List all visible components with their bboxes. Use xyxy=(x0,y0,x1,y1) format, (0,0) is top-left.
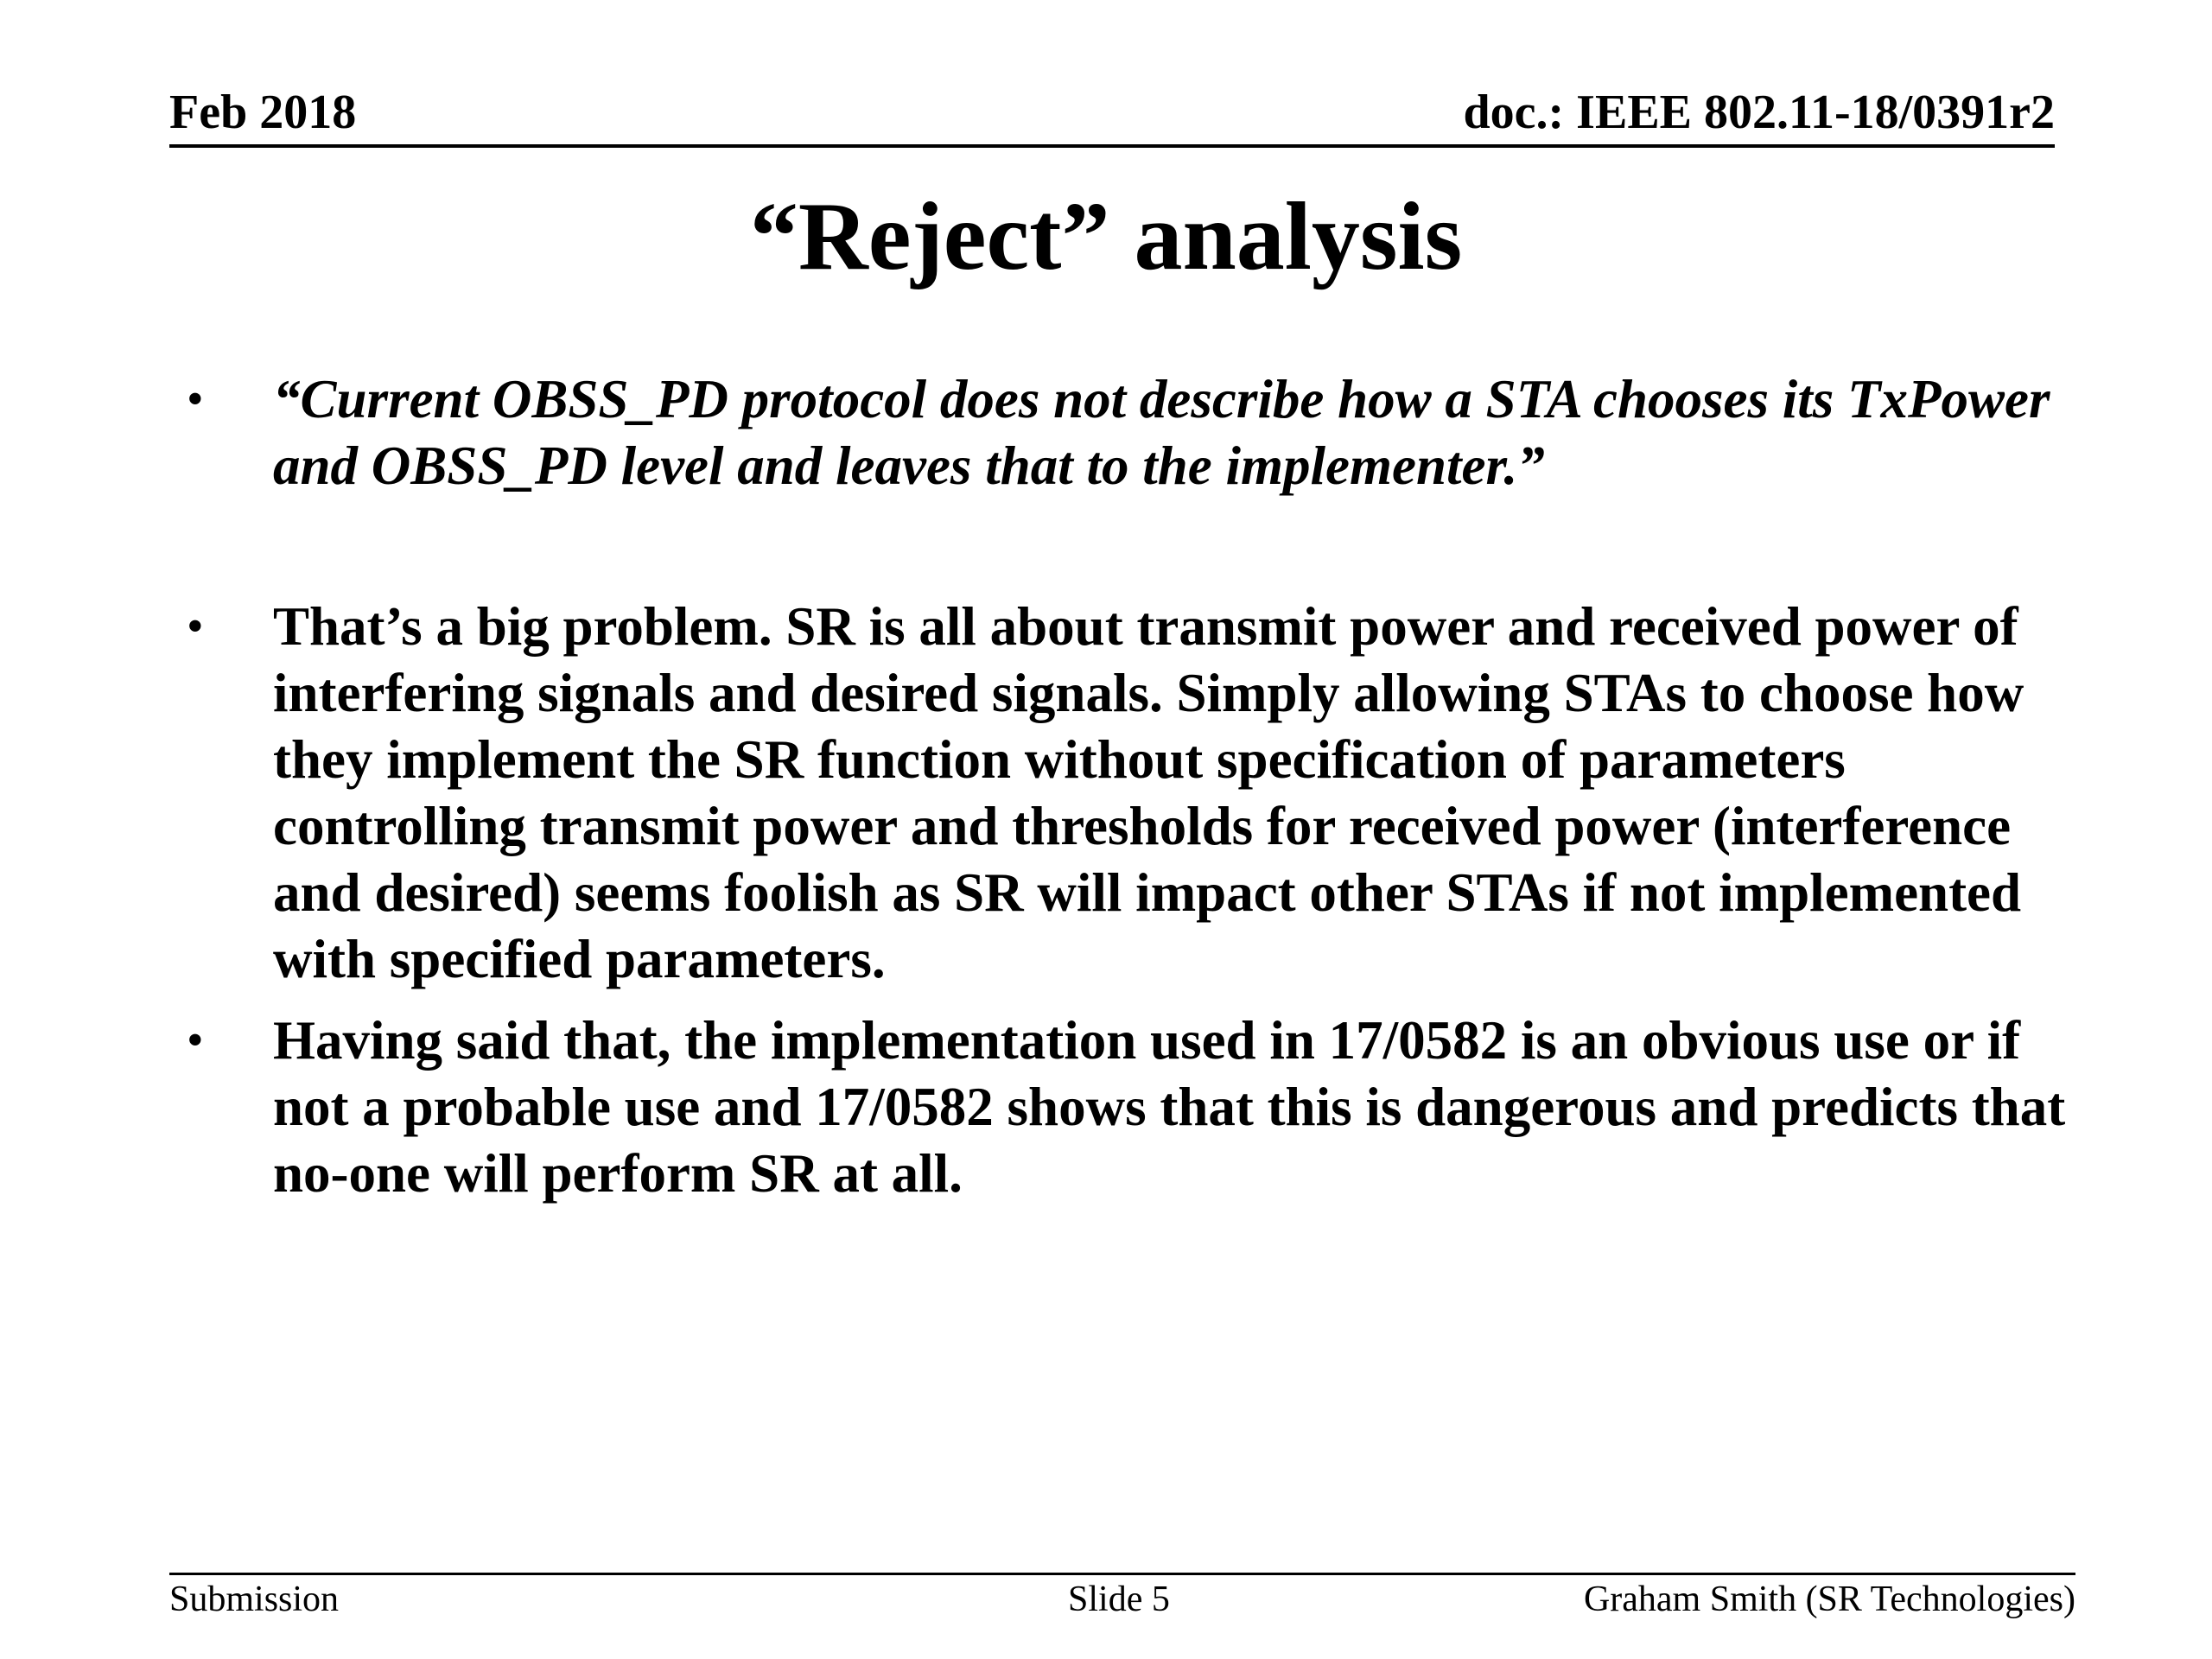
bullet-text-problem: That’s a big problem. SR is all about transmit power and received power of interfering signals and desired signals. Simply allowing STAs to choose how they implement the SR function without specification of parameters controlling transmit power and thresholds for received power (interference and desired) seems foolish as SR will impact other STAs if not implemented with specified parameters. xyxy=(273,596,2024,989)
footer-submission: Submission xyxy=(169,1580,340,1619)
bullet-icon: • xyxy=(187,1014,204,1067)
footer-divider xyxy=(169,1573,2075,1575)
header-divider xyxy=(169,144,2055,148)
footer-slide-number: Slide 5 xyxy=(1068,1580,1170,1619)
header-doc-id: doc.: IEEE 802.11-18/0391r2 xyxy=(1463,86,2055,139)
bullet-text-quote: “Current OBSS_PD protocol does not describe how a STA chooses its TxPower and OBSS_PD level and leaves that to the implementer.” xyxy=(273,369,2050,496)
bullet-icon: • xyxy=(187,600,204,653)
bullet-icon: • xyxy=(187,372,204,426)
footer-author: Graham Smith (SR Technologies) xyxy=(1583,1580,2075,1619)
header-date: Feb 2018 xyxy=(169,86,357,139)
slide-title: “Reject” analysis xyxy=(749,183,1463,290)
bullet-text-implementation: Having said that, the implementation used in 17/0582 is an obvious use or if not a probable use and 17/0582 shows that this is dangerous and predicts that no-one will perform SR at all. xyxy=(273,1010,2066,1204)
